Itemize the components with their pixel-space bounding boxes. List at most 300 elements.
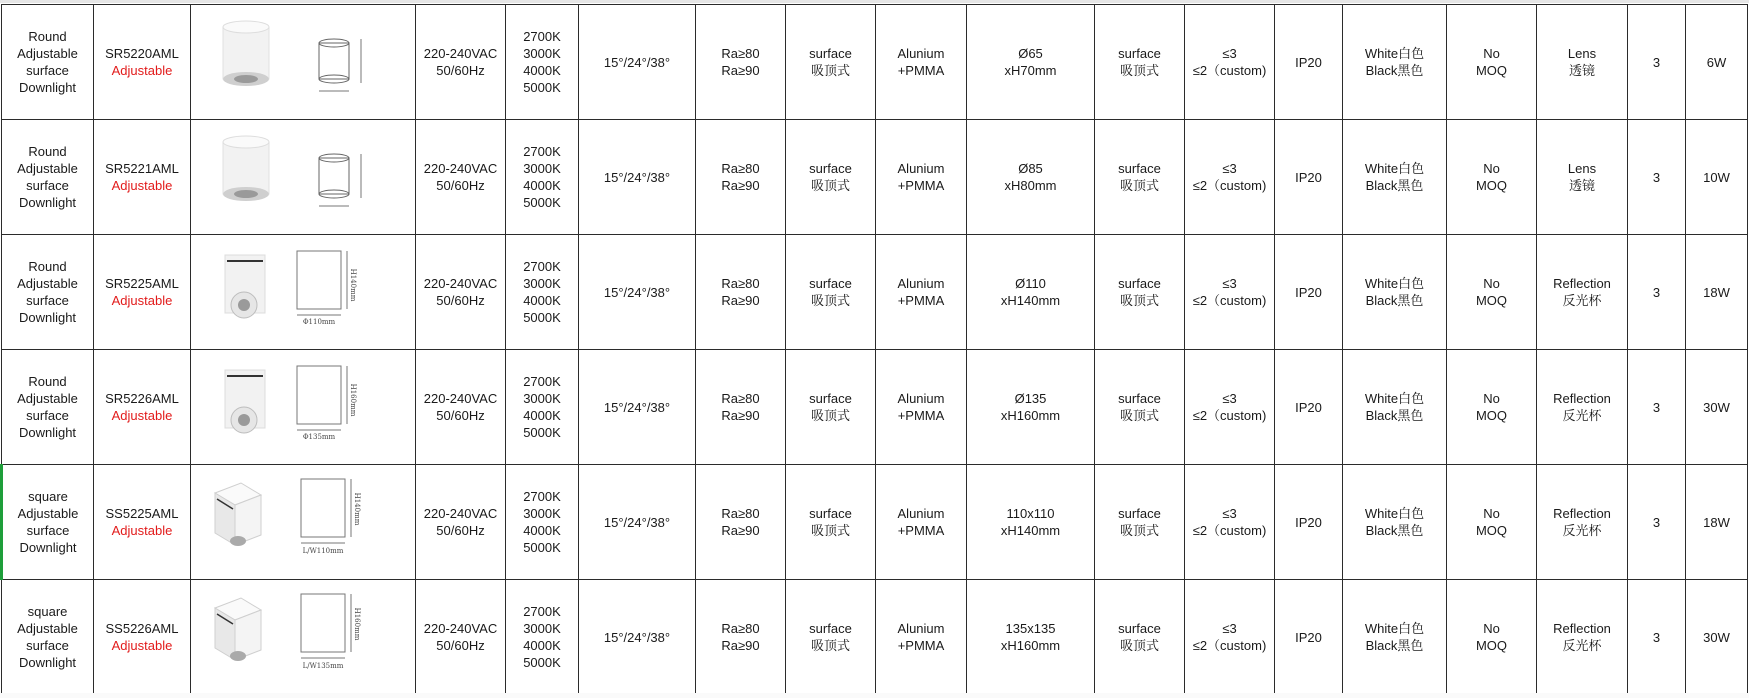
moq-line: No bbox=[1483, 621, 1500, 636]
power-value: 30W bbox=[1703, 399, 1730, 415]
moq-cell[interactable] bbox=[1447, 465, 1537, 580]
model-number: SS5226AML bbox=[105, 621, 179, 636]
mount-cell[interactable] bbox=[786, 120, 876, 235]
table-row bbox=[2, 235, 1748, 350]
voltage-line: 220-240VAC bbox=[423, 621, 498, 636]
cct-line: 5000K bbox=[523, 310, 561, 325]
color-line: Black黑色 bbox=[1365, 408, 1424, 423]
dimension-width-label: Φ135mm bbox=[302, 433, 336, 441]
power-cell[interactable] bbox=[1686, 120, 1748, 235]
color-line: Black黑色 bbox=[1365, 638, 1424, 653]
optic-line: 透镜 bbox=[1568, 63, 1595, 78]
voltage-cell[interactable] bbox=[416, 5, 506, 120]
adjustable-label: Adjustable bbox=[111, 293, 173, 308]
material-cell[interactable] bbox=[876, 235, 967, 350]
name-line: surface bbox=[26, 178, 69, 193]
beam-angle-cell[interactable] bbox=[579, 120, 696, 235]
beam-angle-cell[interactable] bbox=[579, 5, 696, 120]
cri-cell[interactable] bbox=[696, 580, 786, 695]
install-cell[interactable] bbox=[1095, 5, 1185, 120]
cct-cell[interactable] bbox=[506, 235, 579, 350]
name-line: surface bbox=[26, 523, 70, 538]
optic-cell[interactable] bbox=[1537, 120, 1628, 235]
power-value: 18W bbox=[1703, 514, 1730, 530]
beam-angle: 15°/24°/38° bbox=[603, 54, 671, 70]
product-illustration bbox=[191, 120, 416, 234]
ugr-cell[interactable] bbox=[1185, 120, 1275, 235]
table-body bbox=[2, 5, 1748, 695]
product-name-cell[interactable] bbox=[2, 580, 94, 695]
mount-cell[interactable] bbox=[786, 5, 876, 120]
install-line: 吸顶式 bbox=[1119, 63, 1159, 78]
mount-line: surface bbox=[809, 276, 852, 291]
material-line: +PMMA bbox=[897, 63, 945, 78]
install-line: 吸顶式 bbox=[1119, 293, 1159, 308]
cct-line: 3000K bbox=[523, 161, 561, 176]
optic-line: Reflection bbox=[1553, 621, 1611, 636]
table-row bbox=[2, 5, 1748, 120]
ip-rating: IP20 bbox=[1295, 399, 1322, 415]
drawing-outline bbox=[297, 251, 341, 309]
voltage-line: 50/60Hz bbox=[436, 293, 485, 308]
optic-line: Reflection bbox=[1553, 506, 1611, 521]
cri-line: Ra≥90 bbox=[721, 638, 760, 653]
material-line: Alunium bbox=[897, 391, 945, 406]
mount-line: 吸顶式 bbox=[810, 408, 850, 423]
ip-rating: IP20 bbox=[1295, 514, 1322, 530]
beam-angle-cell[interactable] bbox=[579, 350, 696, 465]
optic-line: 透镜 bbox=[1568, 178, 1595, 193]
power-cell[interactable] bbox=[1686, 580, 1748, 695]
optic-line: 反光杯 bbox=[1562, 293, 1602, 308]
install-line: surface bbox=[1118, 46, 1161, 61]
name-line: surface bbox=[26, 63, 69, 78]
material-line: +PMMA bbox=[897, 408, 945, 423]
cct-line: 2700K bbox=[523, 604, 561, 619]
power-cell[interactable] bbox=[1686, 350, 1748, 465]
material-line: Alunium bbox=[897, 506, 945, 521]
material-cell[interactable] bbox=[876, 580, 967, 695]
install-line: surface bbox=[1118, 621, 1161, 636]
mount-line: 吸顶式 bbox=[810, 638, 850, 653]
mount-line: surface bbox=[809, 621, 852, 636]
product-name-cell[interactable] bbox=[2, 465, 94, 580]
optic-line: 反光杯 bbox=[1562, 408, 1602, 423]
size-line: 110x110 bbox=[1006, 506, 1055, 521]
warranty-cell[interactable] bbox=[1628, 580, 1686, 695]
name-line: Round bbox=[28, 259, 67, 274]
size-cell[interactable] bbox=[967, 5, 1095, 120]
downlight-photo-body bbox=[223, 27, 269, 79]
name-line: Downlight bbox=[18, 655, 77, 670]
product-illustration bbox=[191, 580, 416, 694]
material-line: Alunium bbox=[897, 161, 945, 176]
optic-cell[interactable] bbox=[1537, 350, 1628, 465]
material-cell[interactable] bbox=[876, 5, 967, 120]
model-number: SR5225AML bbox=[105, 276, 179, 291]
moq-line: No bbox=[1483, 506, 1500, 521]
warranty-value: 3 bbox=[1652, 54, 1661, 70]
optic-line: Reflection bbox=[1553, 276, 1611, 291]
voltage-cell[interactable] bbox=[416, 580, 506, 695]
beam-angle-cell[interactable] bbox=[579, 465, 696, 580]
product-name-cell[interactable] bbox=[2, 235, 94, 350]
top-border bbox=[0, 0, 1749, 3]
install-line: 吸顶式 bbox=[1119, 638, 1159, 653]
product-image-cell[interactable] bbox=[191, 120, 416, 235]
moq-cell[interactable] bbox=[1447, 350, 1537, 465]
cri-line: Ra≥90 bbox=[721, 178, 760, 193]
cri-line: Ra≥90 bbox=[721, 293, 760, 308]
voltage-line: 50/60Hz bbox=[436, 408, 485, 423]
product-illustration bbox=[191, 235, 416, 349]
mount-line: surface bbox=[809, 46, 852, 61]
ugr-line: ≤3 bbox=[1222, 161, 1237, 176]
color-line: White白色 bbox=[1364, 506, 1425, 521]
moq-line: MOQ bbox=[1475, 638, 1508, 653]
warranty-cell[interactable] bbox=[1628, 350, 1686, 465]
voltage-cell[interactable] bbox=[416, 465, 506, 580]
cct-line: 5000K bbox=[523, 425, 561, 440]
mount-line: 吸顶式 bbox=[810, 63, 850, 78]
voltage-line: 50/60Hz bbox=[436, 523, 485, 538]
cct-line: 3000K bbox=[523, 276, 561, 291]
beam-angle: 15°/24°/38° bbox=[603, 169, 671, 185]
cri-line: Ra≥80 bbox=[721, 506, 760, 521]
model-number: SR5221AML bbox=[105, 161, 179, 176]
ugr-line: ≤3 bbox=[1222, 276, 1237, 291]
cct-line: 4000K bbox=[523, 178, 561, 193]
ugr-line: ≤3 bbox=[1222, 46, 1237, 61]
name-line: surface bbox=[26, 638, 69, 653]
power-value: 30W bbox=[1703, 629, 1730, 645]
name-line: Round bbox=[28, 29, 67, 44]
mount-line: surface bbox=[809, 506, 852, 521]
product-name-cell[interactable] bbox=[2, 5, 94, 120]
cct-line: 4000K bbox=[523, 523, 561, 538]
ugr-line: ≤3 bbox=[1222, 506, 1237, 521]
color-line: Black黑色 bbox=[1365, 178, 1424, 193]
size-line: xH70mm bbox=[1004, 63, 1057, 78]
ip-cell[interactable] bbox=[1275, 465, 1343, 580]
moq-cell[interactable] bbox=[1447, 235, 1537, 350]
cri-cell[interactable] bbox=[696, 350, 786, 465]
size-line: xH160mm bbox=[1000, 408, 1061, 423]
moq-cell[interactable] bbox=[1447, 120, 1537, 235]
material-line: Alunium bbox=[897, 276, 945, 291]
cri-cell[interactable] bbox=[696, 120, 786, 235]
name-line: surface bbox=[26, 408, 69, 423]
dimension-width-label: Φ110mm bbox=[302, 318, 336, 326]
cri-cell[interactable] bbox=[696, 235, 786, 350]
moq-line: MOQ bbox=[1475, 293, 1508, 308]
drawing-outline bbox=[301, 479, 345, 537]
ugr-cell[interactable] bbox=[1185, 350, 1275, 465]
color-line: Black黑色 bbox=[1365, 523, 1424, 538]
install-cell[interactable] bbox=[1095, 235, 1185, 350]
color-line: White白色 bbox=[1364, 621, 1425, 636]
power-cell[interactable] bbox=[1686, 5, 1748, 120]
name-line: Round bbox=[28, 144, 67, 159]
product-image-cell[interactable] bbox=[191, 235, 416, 350]
size-line: Ø85 bbox=[1018, 161, 1043, 176]
color-cell[interactable] bbox=[1343, 580, 1447, 695]
ip-cell[interactable] bbox=[1275, 580, 1343, 695]
voltage-line: 220-240VAC bbox=[423, 506, 498, 521]
size-line: Ø110 bbox=[1015, 276, 1046, 291]
ip-rating: IP20 bbox=[1295, 629, 1322, 645]
product-image-cell[interactable] bbox=[191, 580, 416, 695]
voltage-line: 50/60Hz bbox=[436, 638, 485, 653]
power-value: 10W bbox=[1703, 169, 1730, 185]
drawing-outline bbox=[297, 366, 341, 424]
warranty-value: 3 bbox=[1652, 284, 1661, 300]
dimension-width-label: L/W135mm bbox=[302, 662, 344, 670]
install-line: surface bbox=[1118, 161, 1161, 176]
model-number: SR5220AML bbox=[105, 46, 179, 61]
material-line: +PMMA bbox=[897, 638, 945, 653]
mount-cell[interactable] bbox=[786, 580, 876, 695]
install-cell[interactable] bbox=[1095, 350, 1185, 465]
adjustable-label: Adjustable bbox=[111, 178, 173, 193]
product-illustration bbox=[191, 350, 416, 464]
ip-rating: IP20 bbox=[1295, 169, 1322, 185]
cct-cell[interactable] bbox=[506, 465, 579, 580]
cct-line: 2700K bbox=[523, 259, 561, 274]
warranty-cell[interactable] bbox=[1628, 120, 1686, 235]
model-cell[interactable] bbox=[94, 5, 191, 120]
ugr-line: ≤3 bbox=[1222, 391, 1237, 406]
product-image-cell[interactable] bbox=[191, 350, 416, 465]
install-cell[interactable] bbox=[1095, 465, 1185, 580]
size-cell[interactable] bbox=[967, 350, 1095, 465]
drawing-outline bbox=[319, 158, 349, 194]
warranty-value: 3 bbox=[1652, 169, 1661, 185]
optic-line: 反光杯 bbox=[1562, 523, 1602, 538]
product-illustration bbox=[191, 465, 416, 579]
moq-line: No bbox=[1483, 391, 1500, 406]
moq-line: No bbox=[1483, 46, 1500, 61]
warranty-cell[interactable] bbox=[1628, 5, 1686, 120]
cri-line: Ra≥80 bbox=[721, 621, 760, 636]
downlight-photo-lens bbox=[238, 299, 250, 311]
name-line: Adjustable bbox=[17, 46, 78, 61]
cct-cell[interactable] bbox=[506, 580, 579, 695]
ip-rating: IP20 bbox=[1295, 284, 1322, 300]
warranty-value: 3 bbox=[1652, 514, 1661, 530]
size-line: Ø135 bbox=[1014, 391, 1047, 406]
ip-rating: IP20 bbox=[1295, 54, 1322, 70]
optic-cell[interactable] bbox=[1537, 5, 1628, 120]
cct-line: 2700K bbox=[523, 489, 561, 504]
beam-angle-cell[interactable] bbox=[579, 235, 696, 350]
mount-cell[interactable] bbox=[786, 350, 876, 465]
material-cell[interactable] bbox=[876, 120, 967, 235]
downlight-photo-lens bbox=[230, 536, 246, 546]
sheet-bottom bbox=[0, 693, 1749, 698]
install-line: surface bbox=[1118, 391, 1161, 406]
name-line: Round bbox=[28, 374, 67, 389]
moq-cell[interactable] bbox=[1447, 580, 1537, 695]
cct-cell[interactable] bbox=[506, 5, 579, 120]
size-cell[interactable] bbox=[967, 120, 1095, 235]
beam-angle: 15°/24°/38° bbox=[603, 629, 671, 645]
model-cell[interactable] bbox=[94, 350, 191, 465]
moq-line: MOQ bbox=[1475, 178, 1508, 193]
size-line: 135x135 bbox=[1005, 621, 1056, 636]
warranty-cell[interactable] bbox=[1628, 235, 1686, 350]
optic-line: Lens bbox=[1567, 46, 1597, 61]
power-cell[interactable] bbox=[1686, 235, 1748, 350]
product-name-cell[interactable] bbox=[2, 120, 94, 235]
beam-angle: 15°/24°/38° bbox=[603, 399, 671, 415]
table-row bbox=[2, 580, 1748, 695]
cct-line: 3000K bbox=[523, 46, 561, 61]
color-line: White白色 bbox=[1364, 161, 1425, 176]
drawing-outline bbox=[301, 594, 345, 652]
downlight-photo-body bbox=[223, 142, 269, 194]
voltage-line: 220-240VAC bbox=[423, 276, 498, 291]
size-cell[interactable] bbox=[967, 235, 1095, 350]
name-line: Adjustable bbox=[17, 161, 78, 176]
ip-cell[interactable] bbox=[1275, 350, 1343, 465]
color-cell[interactable] bbox=[1343, 5, 1447, 120]
install-line: 吸顶式 bbox=[1119, 408, 1159, 423]
size-line: xH140mm bbox=[1000, 293, 1061, 308]
optic-cell[interactable] bbox=[1537, 580, 1628, 695]
voltage-cell[interactable] bbox=[416, 350, 506, 465]
cct-cell[interactable] bbox=[506, 350, 579, 465]
install-line: 吸顶式 bbox=[1119, 523, 1159, 538]
voltage-line: 50/60Hz bbox=[436, 63, 485, 78]
moq-line: MOQ bbox=[1475, 63, 1508, 78]
optic-cell[interactable] bbox=[1537, 465, 1628, 580]
product-table bbox=[0, 4, 1748, 695]
ip-cell[interactable] bbox=[1275, 120, 1343, 235]
ugr-cell[interactable] bbox=[1185, 235, 1275, 350]
voltage-line: 220-240VAC bbox=[423, 46, 498, 61]
name-line: square bbox=[28, 489, 68, 504]
voltage-cell[interactable] bbox=[416, 120, 506, 235]
table-row bbox=[2, 120, 1748, 235]
ugr-cell[interactable] bbox=[1185, 5, 1275, 120]
ip-cell[interactable] bbox=[1275, 5, 1343, 120]
ugr-cell[interactable] bbox=[1185, 465, 1275, 580]
install-line: 吸顶式 bbox=[1119, 178, 1159, 193]
cct-line: 5000K bbox=[523, 655, 561, 670]
cct-line: 4000K bbox=[523, 408, 561, 423]
size-cell[interactable] bbox=[967, 465, 1095, 580]
dimension-width-label: L/W110mm bbox=[302, 547, 344, 555]
cct-line: 4000K bbox=[523, 638, 561, 653]
dimension-height-label: H160mm bbox=[349, 383, 357, 417]
warranty-cell[interactable] bbox=[1628, 465, 1686, 580]
name-line: surface bbox=[26, 293, 69, 308]
cri-line: Ra≥80 bbox=[721, 276, 760, 291]
product-image-cell[interactable] bbox=[191, 465, 416, 580]
adjustable-label: Adjustable bbox=[111, 638, 173, 653]
voltage-line: 220-240VAC bbox=[423, 391, 498, 406]
cri-cell[interactable] bbox=[696, 465, 786, 580]
ugr-line: ≤2（custom) bbox=[1192, 638, 1267, 653]
drawing-outline bbox=[319, 43, 349, 79]
cri-cell[interactable] bbox=[696, 5, 786, 120]
cct-line: 3000K bbox=[523, 621, 561, 636]
voltage-line: 50/60Hz bbox=[436, 178, 485, 193]
dimension-height-label: H160mm bbox=[353, 607, 361, 641]
product-image-cell[interactable] bbox=[191, 5, 416, 120]
model-cell[interactable] bbox=[94, 580, 191, 695]
cri-line: Ra≥80 bbox=[721, 391, 760, 406]
color-line: White白色 bbox=[1364, 46, 1425, 61]
cct-line: 3000K bbox=[523, 506, 561, 521]
product-name-cell[interactable] bbox=[2, 350, 94, 465]
cri-line: Ra≥80 bbox=[721, 46, 760, 61]
voltage-cell[interactable] bbox=[416, 235, 506, 350]
size-cell[interactable] bbox=[967, 580, 1095, 695]
cct-line: 5000K bbox=[523, 540, 561, 555]
power-cell[interactable] bbox=[1686, 465, 1748, 580]
downlight-photo-lens bbox=[234, 190, 258, 198]
adjustable-label: Adjustable bbox=[111, 63, 173, 78]
mount-line: 吸顶式 bbox=[810, 178, 850, 193]
ip-cell[interactable] bbox=[1275, 235, 1343, 350]
beam-angle: 15°/24°/38° bbox=[603, 284, 671, 300]
name-line: Adjustable bbox=[17, 506, 79, 521]
material-line: +PMMA bbox=[897, 523, 945, 538]
model-cell[interactable] bbox=[94, 120, 191, 235]
beam-angle: 15°/24°/38° bbox=[603, 514, 671, 530]
cct-cell[interactable] bbox=[506, 120, 579, 235]
color-cell[interactable] bbox=[1343, 235, 1447, 350]
beam-angle-cell[interactable] bbox=[579, 580, 696, 695]
cri-line: Ra≥90 bbox=[721, 523, 760, 538]
table-row bbox=[2, 350, 1748, 465]
cct-line: 4000K bbox=[523, 63, 561, 78]
name-line: Adjustable bbox=[17, 621, 78, 636]
mount-line: surface bbox=[809, 161, 852, 176]
voltage-line: 220-240VAC bbox=[423, 161, 498, 176]
material-cell[interactable] bbox=[876, 465, 967, 580]
moq-line: MOQ bbox=[1475, 408, 1508, 423]
warranty-value: 3 bbox=[1652, 629, 1661, 645]
color-cell[interactable] bbox=[1343, 120, 1447, 235]
optic-cell[interactable] bbox=[1537, 235, 1628, 350]
adjustable-label: Adjustable bbox=[111, 523, 173, 538]
ugr-line: ≤3 bbox=[1222, 621, 1237, 636]
install-cell[interactable] bbox=[1095, 120, 1185, 235]
cct-line: 5000K bbox=[523, 195, 561, 210]
color-line: White白色 bbox=[1364, 276, 1425, 291]
color-cell[interactable] bbox=[1343, 350, 1447, 465]
cct-line: 2700K bbox=[523, 144, 561, 159]
moq-cell[interactable] bbox=[1447, 5, 1537, 120]
material-cell[interactable] bbox=[876, 350, 967, 465]
model-cell[interactable] bbox=[94, 465, 191, 580]
moq-line: No bbox=[1483, 276, 1500, 291]
install-cell[interactable] bbox=[1095, 580, 1185, 695]
cct-line: 2700K bbox=[523, 29, 561, 44]
downlight-photo-lens bbox=[230, 651, 246, 661]
mount-cell[interactable] bbox=[786, 465, 876, 580]
material-line: Alunium bbox=[897, 46, 945, 61]
mount-cell[interactable] bbox=[786, 235, 876, 350]
material-line: +PMMA bbox=[897, 178, 945, 193]
color-cell[interactable] bbox=[1343, 465, 1447, 580]
ugr-cell[interactable] bbox=[1185, 580, 1275, 695]
optic-line: Lens bbox=[1567, 161, 1597, 176]
model-cell[interactable] bbox=[94, 235, 191, 350]
